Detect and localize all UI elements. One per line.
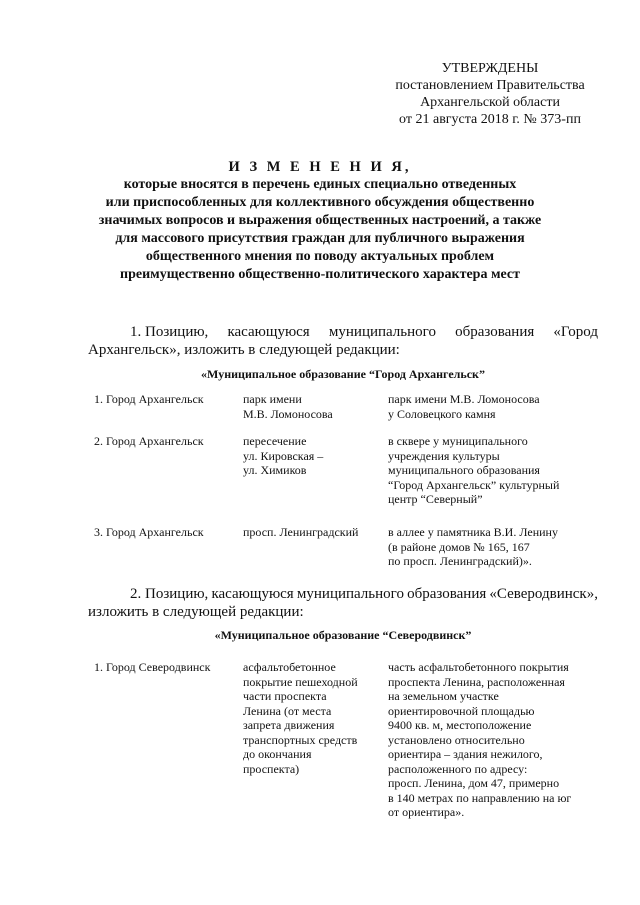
approval-line: Архангельской области: [420, 95, 560, 110]
row-place: пересечение ул. Кировская – ул. Химиков: [243, 434, 324, 477]
word: «Северодвинск»,: [489, 586, 598, 602]
row-municipality: 1. Город Северодвинск: [94, 660, 211, 674]
row-description: в аллее у памятника В.И. Ленину (в районе домов № 165, 167 по просп. Ленинградский)».: [388, 525, 558, 568]
word: 1. Позицию,: [130, 324, 209, 340]
title-line: для массового присутствия граждан для публичного выражения: [115, 231, 525, 246]
row-municipality: 3. Город Архангельск: [94, 525, 204, 539]
title-line: общественного мнения по поводу актуальных проблем: [145, 249, 495, 264]
paragraph-line: [88, 323, 598, 341]
row-place: парк имени М.В. Ломоносова: [243, 392, 333, 421]
section1-subheading: «Муниципальное образование “Город Архангельск”: [201, 367, 485, 381]
document-title: [90, 158, 550, 284]
word: образования: [407, 586, 487, 602]
word: «Город: [553, 324, 598, 340]
row-place: асфальтобетонное покрытие пешеходной части проспекта Ленина (от места запрета движения транспортных средств до окончания проспекта): [243, 660, 358, 776]
title-line: преимущественно общественно-политического характера мест: [120, 267, 520, 282]
approval-line: постановлением Правительства: [395, 78, 585, 93]
title-line: которые вносятся в перечень единых специально отведенных: [123, 177, 517, 192]
word: муниципального: [328, 324, 436, 340]
title-line: значимых вопросов и выражения общественных настроений, а также: [98, 213, 542, 228]
row-municipality: 1. Город Архангельск: [94, 392, 204, 406]
word: касающуюся: [227, 324, 310, 340]
section2-subheading: «Муниципальное образование “Северодвинск”: [214, 628, 472, 642]
title-line: или приспособленных для коллективного обсуждения общественно: [105, 195, 535, 210]
row-description: часть асфальтобетонного покрытия проспекта Ленина, расположенная на земельном участке ориентировочной площадью 9400 кв. м, местоположение установлено относительно ориентира – здания нежилого, расположенного по адресу: просп. Ленина, дом 47, примерно в 140 метрах по направлению на юг от ориентира».: [388, 660, 572, 819]
approval-block: [380, 60, 600, 128]
word: образования: [455, 324, 535, 340]
row-description: в сквере у муниципального учреждения культуры муниципального образования “Город Архангельск” культурный центр “Северный”: [388, 434, 560, 506]
row-place: просп. Ленинградский: [243, 525, 359, 539]
approval-line: от 21 августа 2018 г. № 373-пп: [399, 112, 581, 127]
word: муниципального: [296, 586, 404, 602]
paragraph-line: Архангельск», изложить в следующей редакции:: [88, 342, 400, 358]
row-municipality: 2. Город Архангельск: [94, 434, 204, 448]
section1-paragraph: [88, 323, 598, 359]
word: касающуюся: [211, 586, 294, 602]
paragraph-line: [88, 585, 598, 603]
title-heading: И З М Е Н Е Н И Я,: [228, 159, 412, 175]
approval-line: УТВЕРЖДЕНЫ: [441, 61, 539, 76]
section2-paragraph: [88, 585, 598, 621]
paragraph-line: изложить в следующей редакции:: [88, 604, 304, 620]
word: 2. Позицию,: [130, 586, 209, 602]
row-description: парк имени М.В. Ломоносова у Соловецкого камня: [388, 392, 540, 421]
